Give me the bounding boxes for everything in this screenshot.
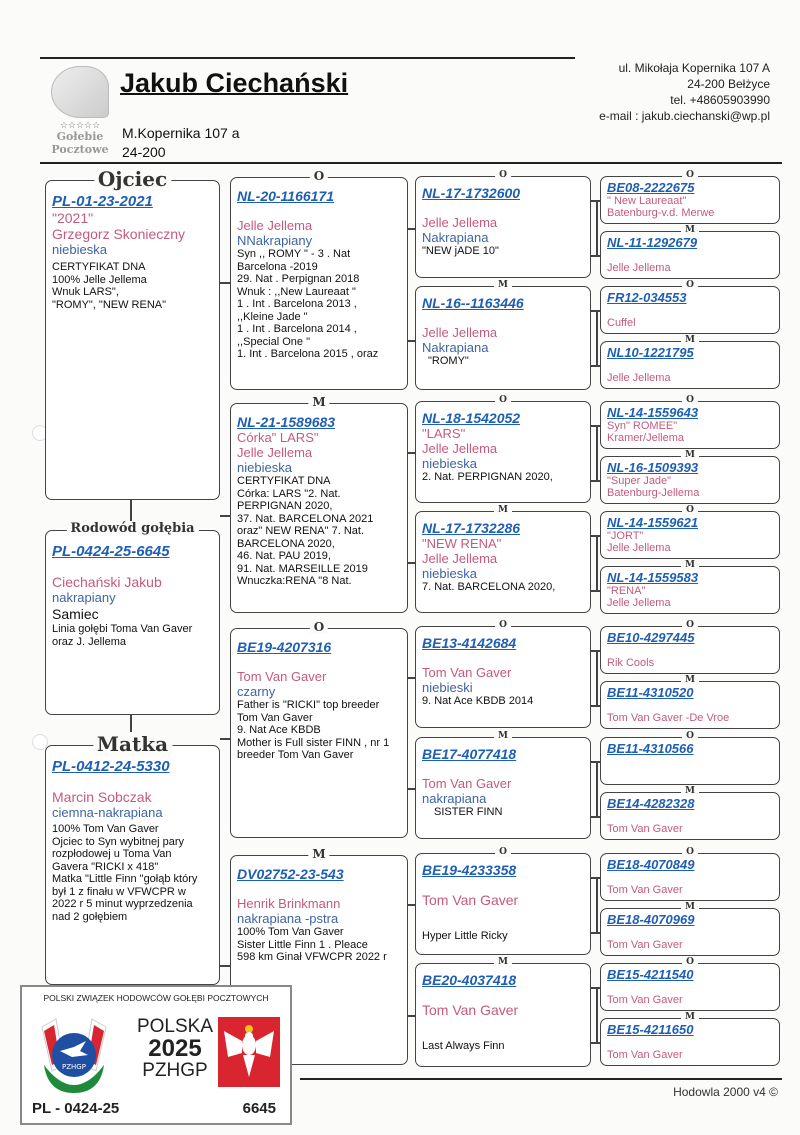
sex-legend: O [310, 169, 328, 183]
ring-number-link[interactable]: BE19-4233358 [422, 862, 517, 878]
connector-line [591, 705, 600, 707]
great-grandparent-card[interactable] [415, 395, 591, 503]
notes: 100% Tom Van Gaver [237, 926, 344, 938]
mother-card[interactable] [45, 732, 220, 985]
connector-line [130, 500, 132, 522]
ring-number-link[interactable]: NL10-1221795 [607, 345, 694, 360]
notes: BARCELONA 2020, [237, 537, 335, 550]
great-grandparent-card[interactable] [415, 847, 591, 955]
breeder: Tom Van Gaver [607, 939, 683, 951]
breeder: Tom Van Gaver [237, 669, 327, 684]
bird-name [607, 645, 773, 657]
sex-legend: O [682, 505, 698, 515]
pzhgp-emblem-icon [34, 1015, 114, 1095]
bird-name: "JORT" [607, 530, 644, 542]
great-grandparent-card[interactable] [415, 170, 591, 278]
breeder: Jelle Jellema [422, 551, 498, 566]
breeder: Tom Van Gaver [607, 823, 683, 835]
sex-legend: M [681, 450, 699, 460]
address-line1: M.Kopernika 107 a [122, 125, 240, 141]
logo-stars: ☆☆☆☆☆ [59, 120, 101, 130]
bird-color: nakrapiany [52, 590, 116, 605]
breeder: Jelle Jellema [422, 215, 498, 230]
grandparent-card[interactable] [230, 169, 408, 390]
sex-legend: O [495, 170, 511, 180]
connector-line [591, 480, 600, 482]
bird-name: "LARS" [422, 426, 466, 441]
ring-number-link[interactable]: BE08-2222675 [607, 180, 695, 195]
bird-name [607, 250, 773, 262]
ring-number-link[interactable]: NL-18-1542052 [422, 410, 521, 426]
great-grandparent-card[interactable] [415, 731, 591, 839]
notes: Wnuczka:RENA "8 Nat. [237, 575, 352, 587]
bird-name: "RENA" [607, 585, 646, 597]
contact-street: ul. Mikołaja Kopernika 107 A [618, 61, 770, 75]
father-card[interactable] [45, 167, 220, 500]
connector-line [591, 932, 600, 934]
breeder: Jelle Jellema [607, 262, 671, 274]
bird-name: Córka" LARS" [237, 430, 319, 445]
bird-name: "2021" [52, 210, 94, 226]
notes: Last Always Finn [422, 1040, 505, 1052]
ancestor-card[interactable] [600, 847, 780, 901]
footer-divider [300, 1078, 782, 1080]
ring-number-link[interactable]: BE20-4037418 [422, 972, 517, 988]
connector-line [591, 590, 600, 592]
stamp-country: POLSKA [136, 1016, 214, 1037]
connector-line [596, 987, 598, 1042]
breeder: Batenburg-v.d. Merwe [607, 207, 715, 219]
breeder: Cuffel [607, 317, 636, 329]
sex-legend: M [681, 1012, 699, 1022]
sex-legend: M [494, 505, 512, 515]
ring-number-link[interactable]: BE18-4070849 [607, 857, 695, 872]
sex-legend: O [682, 731, 698, 741]
subject-legend: Rodowód gołębia [66, 521, 198, 536]
bird-color: NNakrapiany [237, 233, 313, 248]
notes: ,,Special One " [237, 335, 310, 348]
ring-number-link[interactable]: BE13-4142684 [422, 635, 517, 651]
notes: oraz" NEW RENA" 7. Nat. [237, 525, 365, 537]
bird-color: niebieska [237, 460, 292, 475]
notes: CERTYFIKAT DNA [237, 475, 331, 487]
ring-number-link[interactable]: BE11-4310566 [607, 741, 694, 756]
sex-legend: O [682, 620, 698, 630]
connector-line [220, 282, 230, 284]
bird-name: "Super Jade" [607, 475, 672, 487]
notes: 9. Nat Ace KBDB 2014 [422, 695, 534, 707]
ring-number-link[interactable]: BE19-4207316 [237, 639, 332, 655]
bird-color: czarny [237, 684, 276, 699]
connector-line [408, 1015, 415, 1017]
notes: 100% Jelle Jellema [52, 273, 147, 286]
ancestor-card[interactable] [600, 902, 780, 956]
notes: 598 km Ginał VFWCPR 2022 r [237, 951, 387, 963]
ring-number-link[interactable]: BE15-4211650 [607, 1022, 694, 1037]
polish-eagle-icon [218, 1017, 280, 1087]
header-divider [40, 162, 782, 164]
top-divider [40, 57, 575, 59]
sex-legend: O [682, 395, 698, 405]
bird-name [607, 360, 773, 372]
notes: 7. Nat. BARCELONA 2020, [422, 581, 556, 593]
connector-line [596, 761, 598, 816]
sex-legend: O [495, 620, 511, 630]
notes: "ROMY", "NEW RENA" [52, 298, 167, 311]
notes: 46. Nat. PAU 2019, [237, 550, 331, 562]
bird-color: nakrapiana -pstra [237, 911, 339, 926]
sex-legend: M [681, 225, 699, 235]
sex-legend: M [681, 560, 699, 570]
notes: 100% Tom Van Gaver [52, 823, 159, 835]
connector-line [596, 425, 598, 480]
bird-name [607, 927, 773, 939]
ancestor-card[interactable] [600, 675, 780, 729]
notes: Matka "Little Finn "gołąb który [52, 873, 198, 885]
ring-number-link[interactable]: NL-16-1509393 [607, 460, 699, 475]
ring-number-link[interactable]: NL-14-1559643 [607, 405, 699, 420]
sex-legend: M [308, 847, 329, 861]
notes: nad 2 gołębiem [52, 910, 128, 923]
grandparent-card[interactable] [230, 620, 408, 838]
notes: Father is "RICKI" top breeder [237, 699, 380, 711]
sex-legend: O [495, 395, 511, 405]
stamp-abbr: PZHGP [142, 1060, 208, 1081]
eagle-head-icon [51, 66, 109, 118]
logo [44, 66, 116, 160]
notes: 1 . Int . Barcelona 2013 , [237, 298, 357, 310]
notes: Tom Van Gaver [237, 711, 313, 724]
notes: rozpłodowej u Toma Van [52, 848, 172, 860]
ring-number-link[interactable]: NL-11-1292679 [607, 235, 698, 250]
connector-line [596, 200, 598, 255]
connector-line [220, 515, 230, 517]
breeder: Tom Van Gaver [607, 884, 683, 896]
great-grandparent-card[interactable] [415, 957, 591, 1067]
bird-color: Nakrapiana [422, 340, 489, 355]
breeder: Jelle Jellema [237, 218, 313, 233]
connector-line [596, 535, 598, 590]
ancestor-card[interactable] [600, 170, 780, 224]
connector-line [596, 310, 598, 365]
address-line2: 24-200 [122, 144, 166, 160]
breeder: Jelle Jellema [607, 542, 671, 554]
bird-name [607, 305, 773, 317]
sex-legend: M [681, 335, 699, 345]
ring-number-link[interactable]: NL-16--1163446 [422, 295, 524, 311]
logo-line2: Pocztowe [51, 143, 109, 156]
breeder: Tom Van Gaver [422, 892, 519, 908]
sex-legend: M [494, 280, 512, 290]
ring-number-link[interactable]: BE14-4282328 [607, 796, 695, 811]
ancestor-card[interactable] [600, 280, 780, 334]
ring-number-link[interactable]: PL-01-23-2021 [52, 193, 153, 210]
sex-legend: M [308, 395, 329, 409]
notes: Sister Little Finn 1 . Pleace [237, 938, 368, 951]
notes: 1 . Int . Barcelona 2014 , [237, 323, 357, 335]
mother-legend: Matka [93, 732, 172, 756]
sex-legend: M [681, 675, 699, 685]
notes: PERPIGNAN 2020, [237, 500, 333, 512]
connector-line [408, 452, 415, 454]
notes: był 1 z finału w VFWCPR w [52, 885, 186, 898]
ring-number-link[interactable]: BE10-4297445 [607, 630, 695, 645]
ancestor-card[interactable] [600, 450, 780, 504]
sex-legend: O [495, 847, 511, 857]
connector-line [591, 816, 600, 818]
connector-line [591, 365, 600, 367]
ring-number-link[interactable]: BE11-4310520 [607, 685, 694, 700]
notes: 1. Int . Barcelona 2015 , oraz [237, 348, 379, 360]
pzhgp-ring-stamp [20, 985, 292, 1125]
ring-number-link[interactable]: NL-17-1732286 [422, 520, 521, 536]
notes: Barcelona -2019 [237, 260, 318, 273]
ring-number-link[interactable]: PL-0412-24-5330 [52, 758, 170, 775]
ring-number-link[interactable]: PL-0424-25-6645 [52, 543, 170, 560]
breeder: Tom Van Gaver [422, 776, 512, 791]
ring-number-link[interactable]: NL-14-1559583 [607, 570, 699, 585]
breeder: Tom Van Gaver [607, 994, 683, 1006]
notes: CERTYFIKAT DNA [52, 261, 146, 273]
ancestor-card[interactable] [600, 560, 780, 614]
bird-name: Syn" ROMEE" [607, 420, 678, 432]
ancestor-card[interactable] [600, 505, 780, 559]
breeder: Batenburg-Jellema [607, 487, 700, 499]
ring-number-link[interactable]: BE17-4077418 [422, 746, 517, 762]
bird-color: nakrapiana [422, 791, 487, 806]
notes: Linia gołębi Toma Van Gaver [52, 623, 193, 635]
notes: 9. Nat Ace KBDB [237, 724, 321, 736]
notes: breeder Tom Van Gaver [237, 749, 354, 761]
software-credit: Hodowla 2000 v4 © [673, 1085, 778, 1099]
ring-number-link[interactable]: BE18-4070969 [607, 912, 695, 927]
breeder: Jelle Jellema [422, 325, 498, 340]
notes: ,,Kleine Jade " [237, 310, 308, 323]
grandparent-card[interactable] [230, 395, 408, 613]
sex-legend: M [681, 902, 699, 912]
connector-line [408, 904, 415, 906]
ancestor-card[interactable] [600, 620, 780, 674]
notes: Mother is Full sister FINN , nr 1 [237, 736, 390, 749]
stamp-year: 2025 [148, 1035, 202, 1062]
breeder-address [122, 124, 240, 162]
stamp-ring-number: 6645 [242, 1100, 276, 1117]
connector-line [591, 255, 600, 257]
ring-number-link[interactable]: NL-20-1166171 [237, 188, 335, 204]
bird-sex: Samiec [52, 606, 99, 622]
breeder: Rik Cools [607, 657, 655, 669]
ring-number-link[interactable]: FR12-034553 [607, 290, 687, 305]
stamp-title [134, 1017, 216, 1081]
bird-name [607, 811, 773, 823]
great-grandparent-card[interactable] [415, 620, 591, 728]
connector-line [596, 877, 598, 932]
bird-name: "NEW RENA" [422, 536, 502, 551]
svg-text:PZHGP: PZHGP [62, 1063, 86, 1071]
bird-name [607, 700, 773, 712]
great-grandparent-card[interactable] [415, 280, 591, 390]
breeder: Tom Van Gaver [607, 1049, 683, 1061]
stamp-org: POLSKI ZWIĄZEK HODOWCÓW GOŁĘBI POCZTOWYCH [43, 993, 269, 1003]
ancestor-card[interactable] [600, 786, 780, 840]
sex-legend: M [494, 957, 512, 967]
notes: SISTER FINN [434, 806, 503, 818]
breeder: Henrik Brinkmann [237, 896, 341, 911]
connector-line [220, 965, 230, 967]
father-legend: Ojciec [94, 167, 171, 191]
subject-card[interactable] [45, 521, 220, 715]
breeder-name: Jakub Ciechański [120, 68, 349, 98]
breeder: Jelle Jellema [607, 372, 671, 384]
sex-legend: O [682, 170, 698, 180]
bird-color: ciemna-nakrapiana [52, 805, 163, 820]
contact-phone: tel. +48605903990 [670, 93, 770, 107]
ancestor-card[interactable] [600, 731, 780, 785]
connector-line [408, 562, 415, 564]
breeder: Marcin Sobczak [52, 789, 152, 805]
ancestor-card[interactable] [600, 1012, 780, 1066]
notes: 2. Nat. PERPIGNAN 2020, [422, 471, 553, 483]
breeder: Jelle Jellema [422, 441, 498, 456]
connector-line [408, 228, 415, 230]
sex-legend: O [682, 280, 698, 290]
connector-line [220, 738, 230, 740]
notes: 2022 r 5 minut wyprzedzenia [52, 898, 193, 910]
notes: Hyper Little Ricky [422, 930, 508, 942]
notes: "NEW jADE 10" [422, 245, 499, 257]
notes: 29. Nat . Perpignan 2018 [237, 273, 360, 285]
sex-legend: O [682, 957, 698, 967]
ring-number-link[interactable]: DV02752-23-543 [237, 866, 344, 882]
bird-name [607, 1037, 773, 1049]
connector-line [408, 340, 415, 342]
logo-line1: Gołebie [56, 130, 104, 143]
bird-color: niebieska [422, 566, 477, 581]
ring-number-link[interactable]: NL-21-1589683 [237, 414, 336, 430]
connector-line [408, 677, 415, 679]
breeder: Tom Van Gaver -De Vroe [607, 712, 730, 724]
ancestor-card[interactable] [600, 335, 780, 389]
bird-name: " New Laureaat" [607, 195, 687, 207]
notes: oraz J. Jellema [52, 635, 126, 648]
ancestor-card[interactable] [600, 395, 780, 449]
connector-line [408, 788, 415, 790]
bird-color: Nakrapiana [422, 230, 489, 245]
contact-block [599, 60, 770, 124]
notes: Córka: LARS "2. Nat. [237, 487, 341, 500]
notes: Syn ,, ROMY " - 3 . Nat [237, 248, 351, 260]
ring-number-link[interactable]: NL-17-1732600 [422, 185, 521, 201]
breeder: Ciechański Jakub [52, 574, 162, 590]
bird-color: niebieska [52, 242, 107, 257]
breeder: Jelle Jellema [607, 597, 671, 609]
contact-email: e-mail : jakub.ciechanski@wp.pl [599, 109, 770, 123]
stamp-ring-prefix: PL - 0424-25 [32, 1100, 120, 1117]
sex-legend: M [494, 731, 512, 741]
bird-name [607, 756, 773, 768]
ring-number-link[interactable]: BE15-4211540 [607, 967, 694, 982]
notes: Gavera "RICKI x 418" [52, 860, 159, 873]
ancestor-card[interactable] [600, 225, 780, 279]
notes: 37. Nat. BARCELONA 2021 [237, 512, 374, 525]
breeder: Grzegorz Skonieczny [52, 226, 186, 242]
ring-number-link[interactable]: NL-14-1559621 [607, 515, 699, 530]
contact-city: 24-200 Bełżyce [687, 77, 770, 91]
connector-line [591, 1042, 600, 1044]
connector-line [596, 650, 598, 705]
ancestor-card[interactable] [600, 957, 780, 1011]
bird-name [607, 982, 773, 994]
sex-legend: O [310, 620, 328, 634]
notes: Wnuk LARS", [52, 286, 119, 298]
notes: "ROMY" [428, 355, 469, 367]
breeder: Kramer/Jellema [607, 432, 685, 444]
notes: Wnuk : ,,New Laureaat " [237, 285, 356, 298]
notes: Ojciec to Syn wybitnej pary [52, 835, 185, 848]
great-grandparent-card[interactable] [415, 505, 591, 613]
sex-legend: O [682, 847, 698, 857]
bird-color: niebieska [422, 456, 477, 471]
bird-color: niebieski [422, 680, 473, 695]
notes: 91. Nat. MARSEILLE 2019 [237, 562, 368, 575]
breeder: Tom Van Gaver [422, 1002, 519, 1018]
breeder: Tom Van Gaver [422, 665, 512, 680]
breeder: Jelle Jellema [237, 445, 313, 460]
bird-name [607, 872, 773, 884]
sex-legend: M [681, 786, 699, 796]
